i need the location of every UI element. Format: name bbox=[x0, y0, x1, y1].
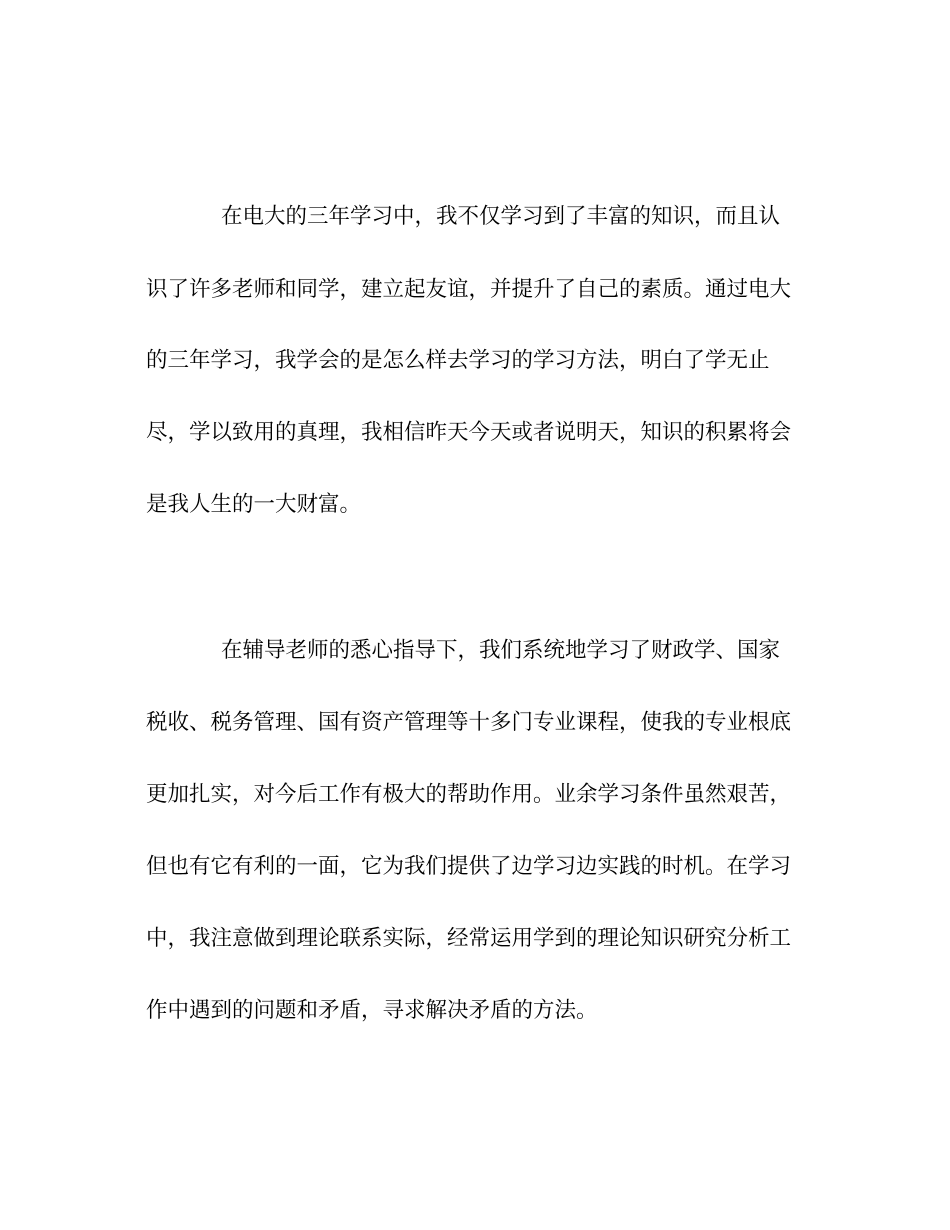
paragraph-line: 尽，学以致用的真理，我相信昨天今天或者说明天，知识的积累将会 bbox=[146, 420, 792, 445]
paragraph-line: 税收、税务管理、国有资产管理等十多门专业课程，使我的专业根底 bbox=[146, 710, 792, 735]
paragraph-line: 中，我注意做到理论联系实际，经常运用学到的理论知识研究分析工 bbox=[146, 926, 792, 951]
paragraph-line: 在辅导老师的悉心指导下，我们系统地学习了财政学、国家 bbox=[221, 638, 781, 663]
paragraph-line: 作中遇到的问题和矛盾，寻求解决矛盾的方法。 bbox=[146, 998, 598, 1023]
paragraph-line: 更加扎实，对今后工作有极大的帮助作用。业余学习条件虽然艰苦， bbox=[146, 782, 792, 807]
paragraph-line: 但也有它有利的一面，它为我们提供了边学习边实践的时机。在学习 bbox=[146, 854, 792, 879]
paragraph-line: 是我人生的一大财富。 bbox=[146, 492, 362, 517]
paragraph-line: 的三年学习，我学会的是怎么样去学习的学习方法，明白了学无止 bbox=[146, 348, 770, 373]
paragraph-line: 在电大的三年学习中，我不仅学习到了丰富的知识，而且认 bbox=[221, 204, 781, 229]
paragraph-line: 识了许多老师和同学，建立起友谊，并提升了自己的素质。通过电大 bbox=[146, 277, 792, 302]
